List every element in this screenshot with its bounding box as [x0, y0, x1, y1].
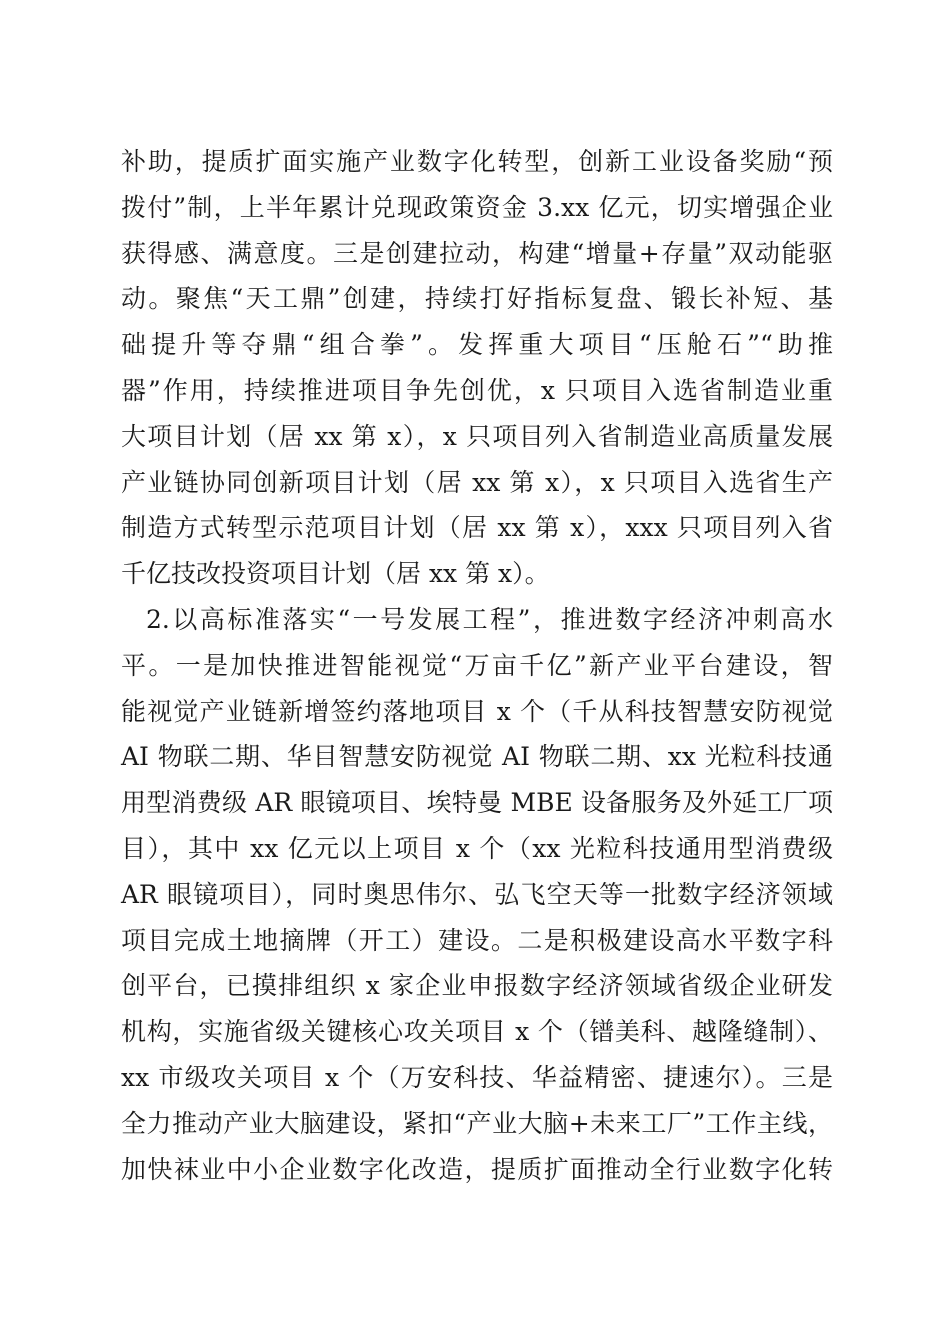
text-line: 能视觉产业链新增签约落地项目 x 个（千从科技智慧安防视觉: [121, 696, 833, 726]
text-line: AR 眼镜项目），同时奥思伟尔、弘飞空天等一批数字经济领域: [121, 879, 833, 909]
text-line: 大项目计划（居 xx 第 x），x 只项目列入省制造业高质量发展: [121, 421, 833, 451]
text-line: 器”作用，持续推进项目争先创优，x 只项目入选省制造业重: [121, 375, 833, 405]
text-line: 补助，提质扩面实施产业数字化转型，创新工业设备奖励“预: [121, 147, 833, 176]
text-line: 目），其中 xx 亿元以上项目 x 个（xx 光粒科技通用型消费级: [121, 833, 833, 863]
text-line: 用型消费级 AR 眼镜项目、埃特曼 MBE 设备服务及外延工厂项: [121, 788, 833, 818]
text-line: 础提升等夺鼎“组合拳”。发挥重大项目“压舱石”“助推: [121, 330, 833, 360]
text-line: 动。聚焦“天工鼎”创建，持续打好指标复盘、锻长补短、基: [121, 284, 833, 314]
text-line: 加快袜业中小企业数字化改造，提质扩面推动全行业数字化转: [121, 1154, 833, 1184]
text-line: AI 物联二期、华目智慧安防视觉 AI 物联二期、xx 光粒科技通: [121, 742, 833, 772]
text-line: 平。一是加快推进智能视觉“万亩千亿”新产业平台建设，智: [121, 650, 833, 680]
text-line: 全力推动产业大脑建设，紧扣“产业大脑+未来工厂”工作主线，: [121, 1108, 833, 1138]
text-line: 项目完成土地摘牌（开工）建设。二是积极建设高水平数字科: [121, 925, 833, 955]
text-line: 产业链协同创新项目计划（居 xx 第 x），x 只项目入选省生产: [121, 467, 833, 497]
text-line: 机构，实施省级关键核心攻关项目 x 个（镨美科、越隆缝制）、: [121, 1017, 833, 1047]
text-line: 制造方式转型示范项目计划（居 xx 第 x），xxx 只项目列入省: [121, 513, 833, 543]
text-line: 千亿技改投资项目计划（居 xx 第 x）。: [121, 559, 550, 589]
body-text: [121, 139, 833, 1192]
text-line: 创平台，已摸排组织 x 家企业申报数字经济领域省级企业研发: [121, 971, 833, 1001]
section-heading-line: 2.以高标准落实“一号发展工程”，推进数字经济冲刺高水: [146, 604, 833, 634]
text-line: 拨付”制，上半年累计兑现政策资金 3.xx 亿元，切实增强企业: [121, 192, 833, 222]
text-line: xx 市级攻关项目 x 个（万安科技、华益精密、捷速尔）。三是: [121, 1062, 833, 1092]
text-line: 获得感、满意度。三是创建拉动，构建“增量+存量”双动能驱: [121, 238, 833, 268]
